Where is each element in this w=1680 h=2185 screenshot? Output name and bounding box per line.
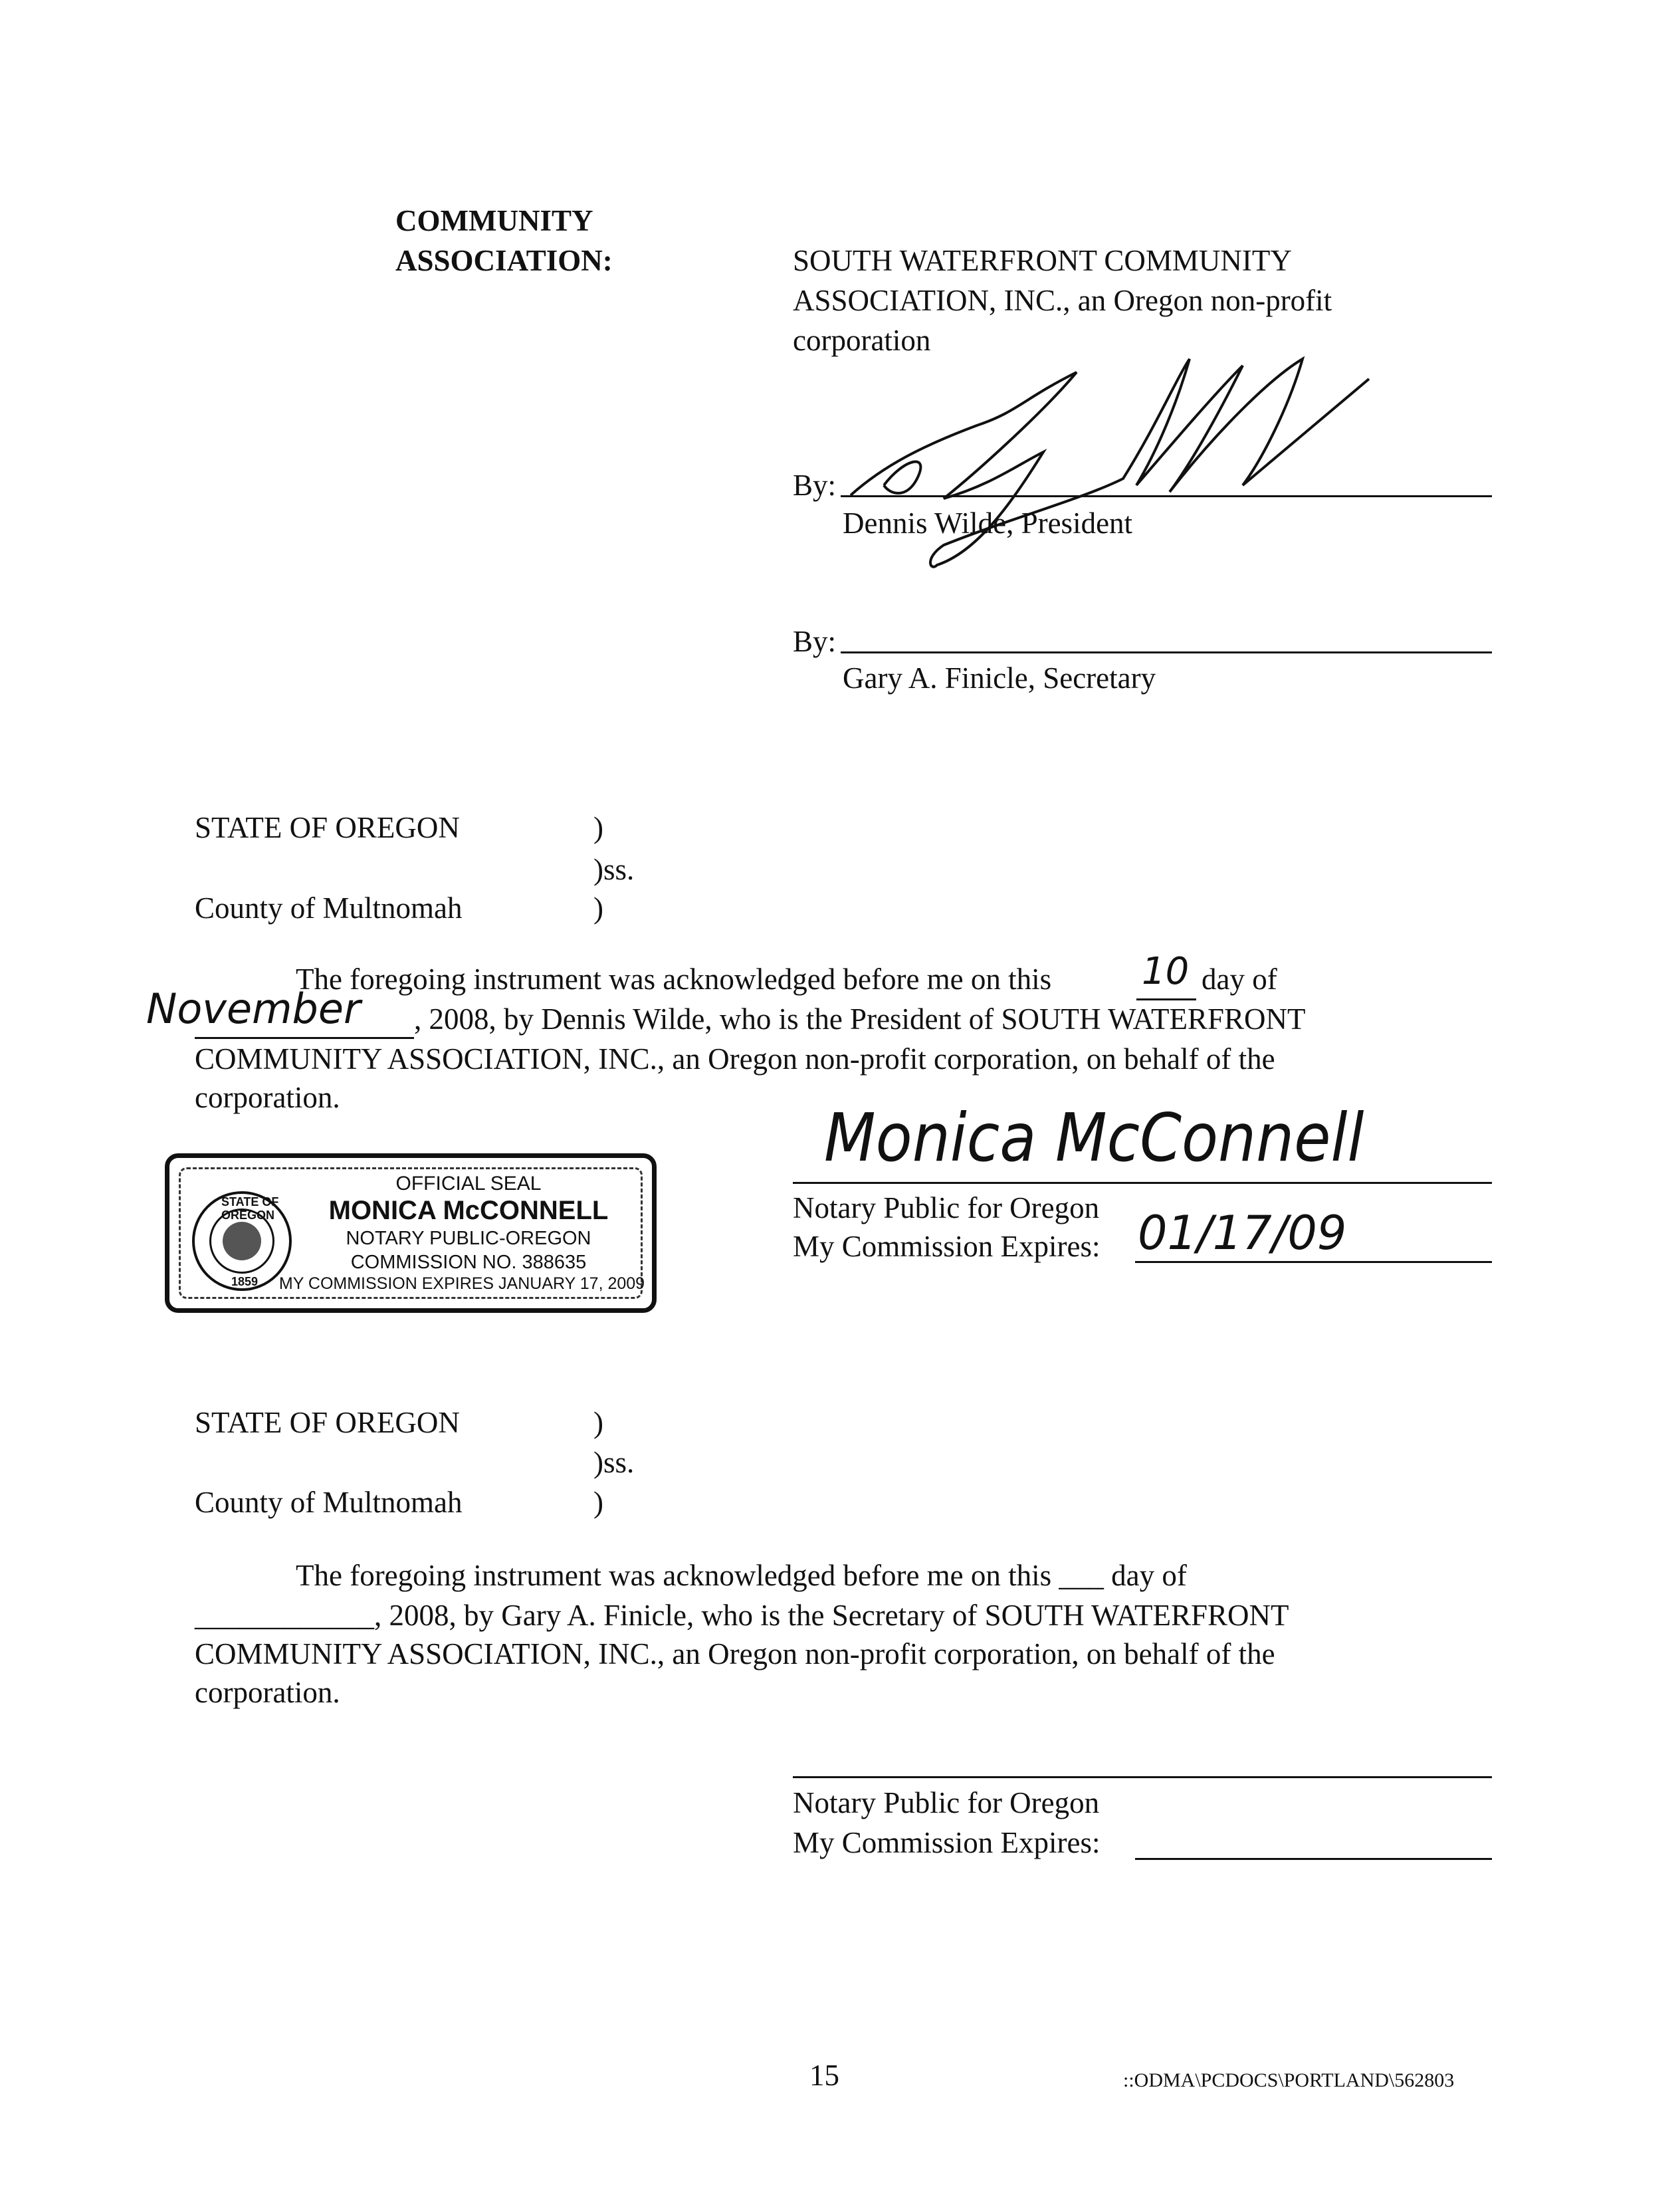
ack1-paragraph-line3: COMMUNITY ASSOCIATION, INC., an Oregon non-profit corporation, on behalf of the	[195, 1042, 1275, 1076]
ack1-paragraph-line1-start: The foregoing instrument was acknowledged before me on this	[296, 963, 1052, 996]
party-name-line2: ASSOCIATION, INC., an Oregon non-profit	[793, 284, 1332, 317]
signature-line-secretary	[841, 651, 1492, 653]
party-name-line1: SOUTH WATERFRONT COMMUNITY	[793, 244, 1292, 277]
seal-emblem-year: 1859	[231, 1275, 259, 1288]
ack1-paren-bottom: )	[593, 891, 603, 925]
ack2-paragraph-line2: ____________, 2008, by Gary A. Finicle, who is the Secretary of SOUTH WATERFRONT	[195, 1599, 1289, 1632]
ack1-notary-signature: Monica McConnell	[824, 1099, 1364, 1177]
official-seal-stamp	[165, 1153, 657, 1313]
seal-role: NOTARY PUBLIC-OREGON	[346, 1228, 591, 1249]
ack1-ss: )ss.	[593, 853, 635, 886]
signer-president: Dennis Wilde, President	[843, 507, 1133, 540]
ack1-state: STATE OF OREGON	[195, 811, 460, 844]
seal-commission: COMMISSION NO. 388635	[350, 1252, 587, 1273]
ack1-day-filled: 10	[1142, 950, 1190, 993]
ack2-notary-label: Notary Public for Oregon	[793, 1786, 1100, 1819]
seal-expires: MY COMMISSION EXPIRES JANUARY 17, 2009	[278, 1274, 645, 1293]
ack2-state: STATE OF OREGON	[195, 1406, 460, 1439]
ack1-commission-label: My Commission Expires:	[793, 1230, 1101, 1263]
ack1-county: County of Multnomah	[195, 891, 463, 925]
ack1-paragraph-line4: corporation.	[195, 1081, 340, 1114]
ack1-commission-filled: 01/17/09	[1138, 1206, 1347, 1260]
party-name-line3: corporation	[793, 324, 931, 357]
ack2-paragraph-line4: corporation.	[195, 1676, 340, 1709]
ack1-notary-signature-line	[793, 1182, 1492, 1184]
ack1-paragraph-line2: , 2008, by Dennis Wilde, who is the President of SOUTH WATERFRONT	[414, 1002, 1306, 1036]
ack2-notary-signature-line	[793, 1776, 1492, 1778]
by-label-secretary: By:	[793, 625, 837, 658]
document-path: ::ODMA\PCDOCS\PORTLAND\562803	[1123, 2069, 1455, 2091]
by-label-president: By:	[793, 469, 837, 502]
ack1-paren-top: )	[593, 811, 603, 844]
ack2-paragraph-line1: The foregoing instrument was acknowledged before me on this ___ day of	[296, 1559, 1187, 1592]
seal-title: OFFICIAL SEAL	[395, 1173, 542, 1195]
ack2-paragraph-line3: COMMUNITY ASSOCIATION, INC., an Oregon non-profit corporation, on behalf of the	[195, 1637, 1275, 1670]
seal-name: MONICA McCONNELL	[328, 1196, 609, 1225]
page-number: 15	[809, 2059, 839, 2092]
ack2-commission-label: My Commission Expires:	[793, 1826, 1101, 1859]
ack1-paragraph-line1-end: day of	[1202, 963, 1277, 996]
ack2-paren-top: )	[593, 1406, 603, 1439]
president-signature-scrawl	[844, 352, 1416, 578]
ack2-county: County of Multnomah	[195, 1486, 463, 1519]
ack1-notary-label: Notary Public for Oregon	[793, 1191, 1100, 1224]
signer-secretary: Gary A. Finicle, Secretary	[843, 661, 1156, 695]
ack2-commission-line	[1135, 1858, 1492, 1860]
seal-emblem-text: STATE OF OREGON	[221, 1195, 279, 1222]
ack2-paren-bottom: )	[593, 1486, 603, 1519]
ack2-ss: )ss.	[593, 1446, 635, 1479]
party-label-line2: ASSOCIATION:	[395, 244, 613, 277]
party-label-line1: COMMUNITY	[395, 204, 593, 237]
ack1-month-filled: November	[146, 984, 361, 1033]
